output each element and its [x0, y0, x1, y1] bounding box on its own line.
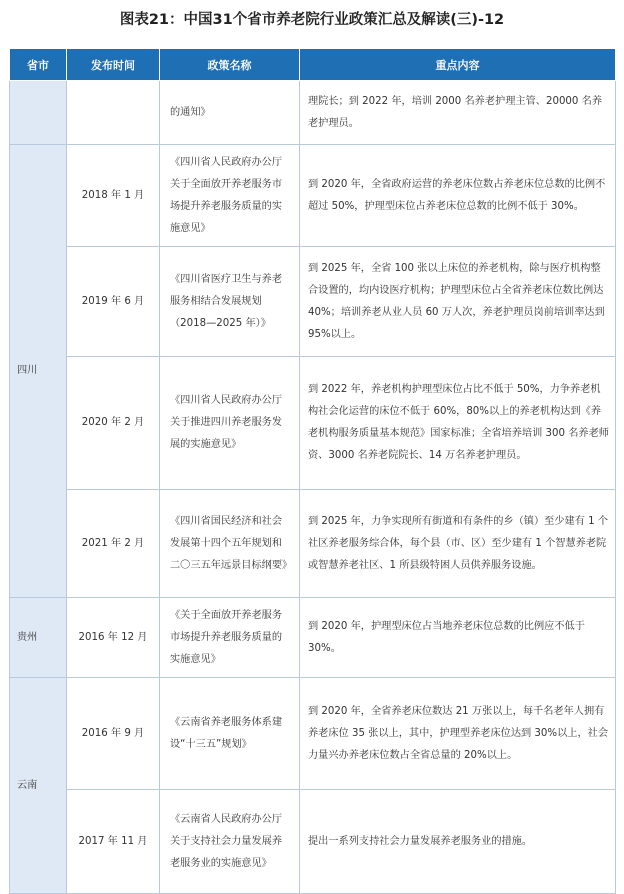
table-row: [10, 145, 616, 247]
policy-cell: 《关于全面放开养老服务市场提升养老服务质量的实施意见》: [160, 598, 300, 678]
policy-cell: 《四川省医疗卫生与养老服务相结合发展规划（2018—2025 年）》: [160, 247, 300, 357]
table-header-row: [10, 49, 616, 81]
table-row: [10, 247, 616, 357]
province-cell: 四川: [10, 145, 67, 598]
province-cell: 贵州: [10, 598, 67, 678]
policy-cell: 的通知》: [160, 81, 300, 145]
date-cell: 2016 年 12 月: [67, 598, 160, 678]
content-cell: 到 2025 年，力争实现所有街道和有条件的乡（镇）至少建有 1 个社区养老服务综合体，每个县（市、区）至少建有 1 个智慧养老院或智慧养老社区、1 所县级特困人员供养服务设施。: [300, 490, 616, 598]
province-cell: [10, 81, 67, 145]
province-cell: 云南: [10, 678, 67, 894]
header-province: 省市: [10, 49, 67, 81]
policy-cell: 《云南省人民政府办公厅关于支持社会力量发展养老服务业的实施意见》: [160, 790, 300, 894]
policy-table: [9, 48, 616, 894]
content-cell: 到 2020 年，护理型床位占当地养老床位总数的比例应不低于 30%。: [300, 598, 616, 678]
date-cell: 2021 年 2 月: [67, 490, 160, 598]
table-row: [10, 81, 616, 145]
table-row: [10, 357, 616, 490]
policy-cell: 《四川省人民政府办公厅关于全面放开养老服务市场提升养老服务质量的实施意见》: [160, 145, 300, 247]
date-cell: [67, 81, 160, 145]
content-cell: 到 2022 年，养老机构护理型床位占比不低于 50%，力争养老机构社会化运营的床位不低于 60%，80%以上的养老机构达到《养老机构服务质量基本规范》国家标准；全省培养培训 300 名养老师资、3000 名养老院院长、14 万名养老护理员。: [300, 357, 616, 490]
content-cell: 到 2025 年，全省 100 张以上床位的养老机构，除与医疗机构整合设置的，均内设医疗机构；护理型床位占全省养老床位数比例达 40%；培训养老从业人员 60 万人次，养老护理员岗前培训率达到 95%以上。: [300, 247, 616, 357]
table-row: [10, 490, 616, 598]
date-cell: 2018 年 1 月: [67, 145, 160, 247]
date-cell: 2019 年 6 月: [67, 247, 160, 357]
table-row: [10, 598, 616, 678]
header-date: 发布时间: [67, 49, 160, 81]
date-cell: 2020 年 2 月: [67, 357, 160, 490]
date-cell: 2017 年 11 月: [67, 790, 160, 894]
header-policy: 政策名称: [160, 49, 300, 81]
content-cell: 到 2020 年，全省政府运营的养老床位数占养老床位总数的比例不超过 50%，护理型床位占养老床位总数的比例不低于 30%。: [300, 145, 616, 247]
content-cell: 提出一系列支持社会力量发展养老服务业的措施。: [300, 790, 616, 894]
content-cell: 理院长；到 2022 年，培训 2000 名养老护理主管、20000 名养老护理员。: [300, 81, 616, 145]
policy-cell: 《云南省养老服务体系建设“十三五”规划》: [160, 678, 300, 790]
header-content: 重点内容: [300, 49, 616, 81]
table-row: [10, 678, 616, 790]
policy-cell: 《四川省国民经济和社会发展第十四个五年规划和二〇三五年远景目标纲要》: [160, 490, 300, 598]
figure-title: 图表21：中国31个省市养老院行业政策汇总及解读(三)-12: [119, 12, 505, 28]
policy-cell: 《四川省人民政府办公厅关于推进四川养老服务发展的实施意见》: [160, 357, 300, 490]
content-cell: 到 2020 年，全省养老床位数达 21 万张以上，每千名老年人拥有养老床位 35 张以上，其中，护理型养老床位达到 30%以上，社会力量兴办养老床位数占全省总量的 20%以上。: [300, 678, 616, 790]
date-cell: 2016 年 9 月: [67, 678, 160, 790]
table-row: [10, 790, 616, 894]
